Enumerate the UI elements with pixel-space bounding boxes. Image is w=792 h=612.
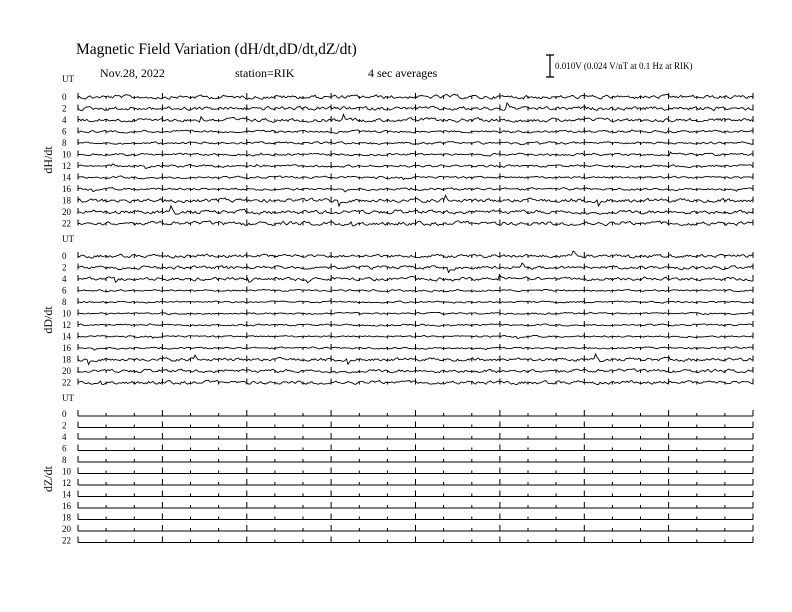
row-hour-label: 12 (62, 161, 71, 171)
row-hour-label: 4 (62, 115, 67, 125)
panel-label-dd: dD/dt (41, 306, 55, 334)
row-hour-label: 18 (62, 512, 71, 523)
row-hour-label: 14 (62, 489, 71, 500)
ut-label-panel-2: UT (62, 234, 74, 244)
row-hour-label: 10 (62, 308, 71, 319)
row-hour-label: 14 (62, 331, 71, 342)
row-hour-label: 22 (62, 377, 71, 388)
averaging-label: 4 sec averages (368, 66, 438, 80)
station-label: station=RIK (235, 66, 295, 80)
row-hour-label: 8 (62, 455, 67, 465)
panel-label-dh: dH/dt (41, 146, 55, 174)
chart-title: Magnetic Field Variation (dH/dt,dD/dt,dZ/dt) (76, 41, 357, 58)
row-hour-label: 16 (62, 343, 71, 353)
row-hour-label: 8 (62, 297, 67, 307)
row-hour-label: 12 (62, 478, 71, 488)
row-hour-label: 16 (62, 184, 71, 194)
row-hour-label: 12 (62, 320, 71, 330)
row-hour-label: 10 (62, 466, 71, 477)
row-hour-label: 20 (62, 366, 71, 376)
panel-label-dz: dZ/dt (41, 466, 55, 492)
row-hour-label: 16 (62, 501, 71, 511)
row-hour-label: 4 (62, 432, 67, 442)
row-hour-label: 0 (62, 92, 67, 102)
row-hour-label: 6 (62, 285, 67, 296)
row-hour-label: 0 (62, 409, 67, 419)
row-hour-label: 4 (62, 274, 67, 284)
row-hour-label: 6 (62, 126, 67, 137)
row-hour-label: 20 (62, 207, 71, 217)
row-hour-label: 22 (62, 535, 71, 546)
trace-rows (62, 92, 753, 546)
row-hour-label: 2 (62, 420, 67, 431)
row-hour-label: 8 (62, 138, 67, 148)
ut-label-panel-3: UT (62, 393, 74, 403)
ut-label-panel-1: UT (62, 74, 74, 84)
row-hour-label: 18 (62, 195, 71, 206)
row-hour-label: 6 (62, 443, 67, 454)
row-hour-label: 0 (62, 251, 67, 261)
row-hour-label: 14 (62, 172, 71, 183)
row-hour-label: 10 (62, 149, 71, 160)
row-hour-label: 18 (62, 354, 71, 365)
row-hour-label: 2 (62, 103, 67, 114)
row-hour-label: 2 (62, 262, 67, 273)
row-hour-label: 22 (62, 218, 71, 229)
date-label: Nov.28, 2022 (100, 66, 165, 80)
scale-bar-icon (546, 55, 554, 77)
scale-label: 0.010V (0.024 V/nT at 0.1 Hz at RIK) (555, 61, 693, 71)
row-hour-label: 20 (62, 524, 71, 534)
